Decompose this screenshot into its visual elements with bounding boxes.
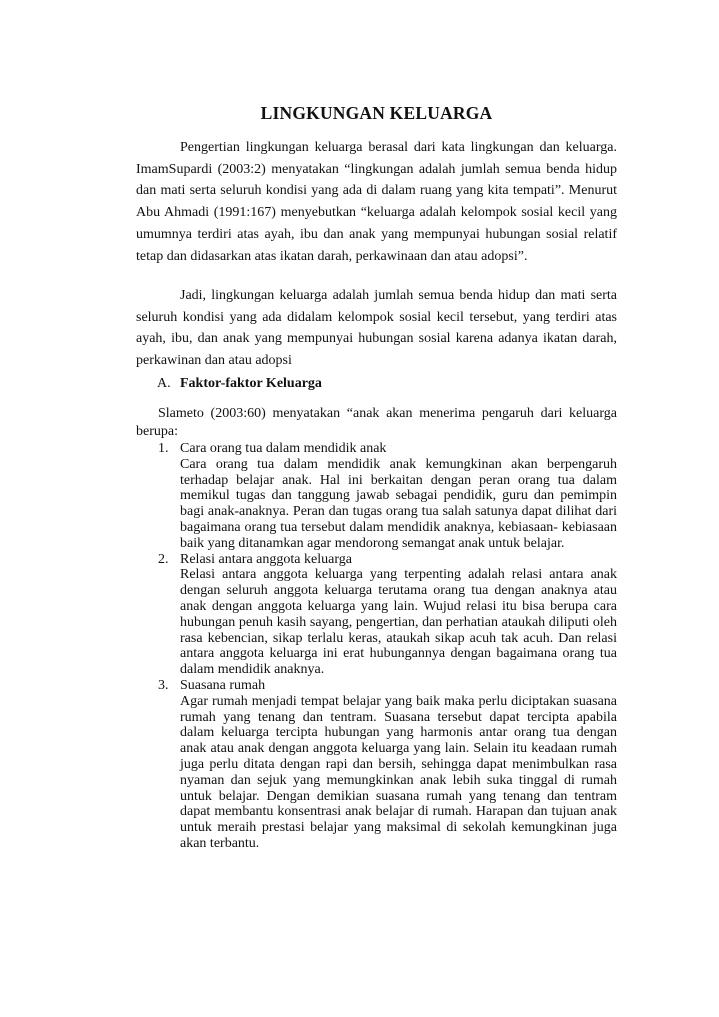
- list-item: [136, 678, 617, 852]
- list-item-number: 2.: [158, 551, 169, 567]
- list-item-number: 1.: [158, 441, 169, 456]
- list-item: [136, 552, 617, 678]
- list-item-title: Suasana rumah: [180, 677, 266, 693]
- section-letter: A.: [157, 376, 171, 391]
- list-item-title: Relasi antara anggota keluarga: [180, 551, 352, 567]
- list-item-number: 3.: [158, 677, 169, 693]
- section-heading-text: Faktor-faktor Keluarga: [180, 376, 322, 391]
- list-item-header: [136, 441, 617, 457]
- list-item: [136, 441, 617, 552]
- page-title: LINGKUNGAN KELUARGA: [260, 103, 493, 123]
- list-item-header: [136, 552, 617, 568]
- list-item-body: Agar rumah menjadi tempat belajar yang baik maka perlu diciptakan suasana rumah yang tenang dan tentram. Suasana tersebut dapat tercipta apabila dalam keluarga tercipta hubungan yang harmonis antar orang tua dengan anak atau anak dengan anggota keluarga yang lain. Selain itu keadaan rumah juga perlu ditata dengan rapi dan bersih, sehingga dapat menimbulkan rasa nyaman dan sejuk yang memungkinkan anak lebih suka tinggal di rumah untuk belajar. Dengan demikian suasana rumah yang tenang dan tentram dapat membantu konsentrasi anak belajar di rumah. Harapan dan tujuan anak untuk meraih prestasi belajar yang maksimal di sekolah kemungkinan juga akan terbantu.: [180, 693, 617, 851]
- factor-list: [136, 441, 617, 852]
- section-intro: Slameto (2003:60) menyatakan “anak akan menerima pengaruh dari keluarga berupa:: [136, 406, 617, 439]
- section-heading: [157, 374, 322, 394]
- list-item-body: Relasi antara anggota keluarga yang terpenting adalah relasi antara anak dengan seluruh anggota keluarga terutama orang tua dengan anaknya atau anak dengan anggota keluarga yang lain. Wujud relasi itu bisa berupa cara hubungan penuh kasih sayang, pengertian, dan perhatian ataukah diliputi oleh rasa kebencian, sikap terlalu keras, ataukah sikap acuh tak acuh. Dan relasi antara anggota keluarga ini erat hubungannya dengan bagaimana orang tua dalam mendidik anaknya.: [180, 567, 617, 678]
- list-item-body: Cara orang tua dalam mendidik anak kemungkinan akan berpengaruh terhadap belajar anak. Hal ini berkaitan dengan peran orang tua dalam memikul tugas dan tanggung jawab sebagai pendidik, guru dan pemimpin bagi anak-anaknya. Peran dan tugas orang tua salah satunya dapat dilihat dari bagaimana orang tua tersebut dalam mendidik anaknya, kebiasaan- kebiasaan baik yang ditanamkan agar mendorong semangat anak untuk belajar.: [180, 456, 617, 551]
- list-item-header: [136, 678, 617, 694]
- list-item-title: Cara orang tua dalam mendidik anak: [180, 441, 387, 456]
- paragraph-definition: Pengertian lingkungan keluarga berasal dari kata lingkungan dan keluarga. ImamSupardi (2003:2) menyatakan “lingkungan adalah jumlah semua benda hidup dan mati serta seluruh kondisi yang ada di dalam ruang yang kita tempati”. Menurut Abu Ahmadi (1991:167) menyebutkan “keluarga adalah kelompok sosial kecil yang umumnya terdiri atas ayah, ibu dan anak yang mempunyai hubungan sosial relatif tetap dan didasarkan atas ikatan darah, perkawinaan dan atau adopsi”.: [136, 140, 617, 264]
- paragraph-conclusion: Jadi, lingkungan keluarga adalah jumlah semua benda hidup dan mati serta seluruh kondisi yang ada didalam kelompok sosial kecil tersebut, yang terdiri atas ayah, ibu, dan anak yang mempunyai hubungan sosial karena adanya ikatan darah, perkawinan dan atau adopsi: [136, 288, 617, 369]
